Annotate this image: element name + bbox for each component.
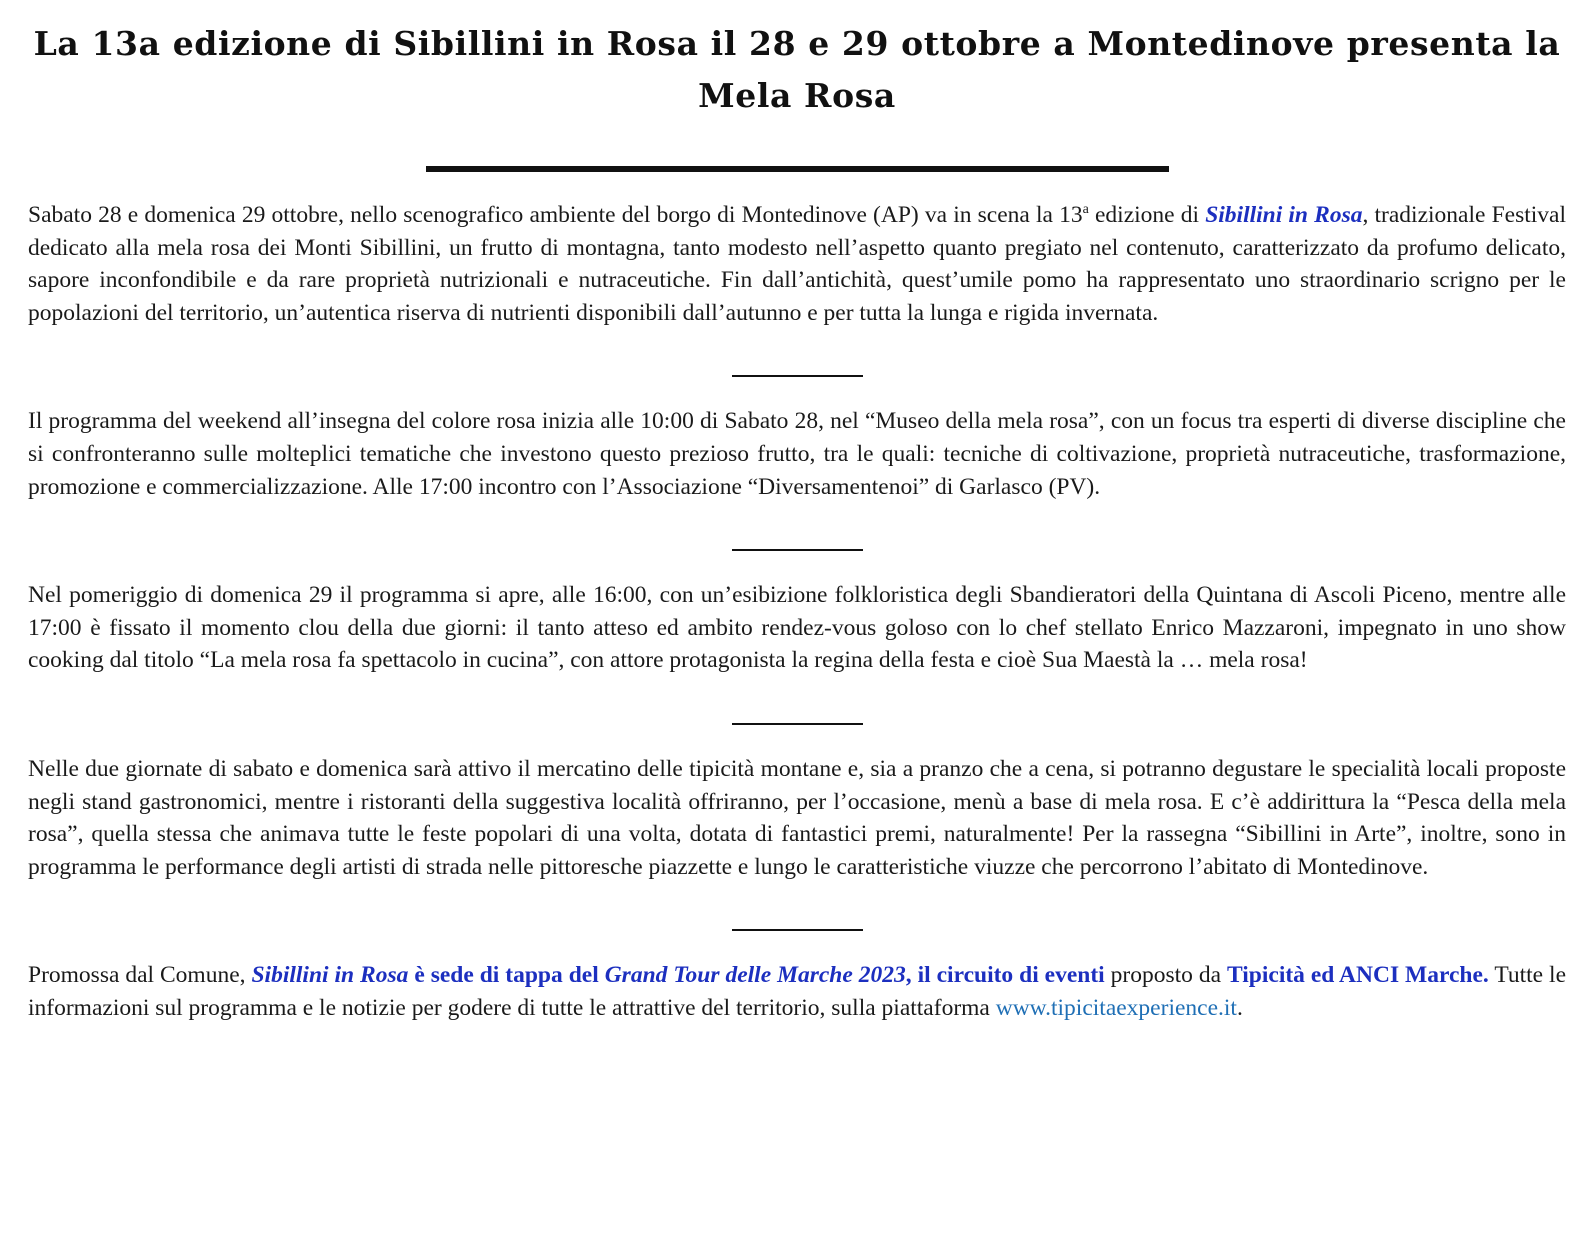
promotion-text-info: Tutte le informazioni sul programma e le notizie per godere di tutte le attrattive del territorio, sulla piattaforma bbox=[28, 962, 1567, 1021]
section-divider bbox=[732, 549, 863, 551]
ordinal-superscript: a bbox=[1082, 202, 1089, 217]
festival-name: Sibillini in Rosa bbox=[251, 962, 409, 989]
grand-tour-name: Grand Tour delle Marche 2023 bbox=[604, 962, 906, 989]
paragraph-promotion bbox=[28, 959, 1566, 1024]
circuit-text: , il circuito di eventi bbox=[905, 962, 1105, 989]
section-divider bbox=[732, 723, 863, 725]
promotion-text-start: Promossa dal Comune, bbox=[28, 962, 252, 989]
paragraph-intro bbox=[28, 199, 1566, 329]
page-title: La 13a edizione di Sibillini in Rosa il 28 e 29 ottobre a Montedinove presenta la Mela Rosa bbox=[33, 24, 1561, 115]
intro-text-start: Sabato 28 e domenica 29 ottobre, nello scenografico ambiente del borgo di Montedinove (AP) va in scena la 13 bbox=[28, 202, 1083, 228]
promotion-text-end: . bbox=[1236, 994, 1243, 1021]
title-divider bbox=[426, 166, 1169, 172]
intro-text-edition: edizione di bbox=[1088, 202, 1206, 228]
paragraph-saturday-program: Il programma del weekend all’insegna del colore rosa inizia alle 10:00 di Sabato 28, nel “Museo della mela rosa”, con un focus tra esperti di diverse discipline che si confronteranno sulle molteplici tematiche che investono questo prezioso frutto, tra le quali: tecniche di coltivazione, proprietà nutraceutiche, trasformazione, promozione e commercializzazione. Alle 17:00 incontro con l’Associazione “Diversamentenoi” di Garlasco (PV). bbox=[28, 408, 1566, 500]
organizer-name: Tipicità ed ANCI Marche. bbox=[1227, 962, 1489, 989]
section-divider bbox=[732, 375, 863, 377]
website-link[interactable]: www.tipicitaexperience.it bbox=[995, 994, 1237, 1021]
festival-name: Sibillini in Rosa bbox=[1205, 202, 1363, 228]
paragraph-sunday-program: Nel pomeriggio di domenica 29 il programma si apre, alle 16:00, con un’esibizione folkloristica degli Sbandieratori della Quintana di Ascoli Piceno, mentre alle 17:00 è fissato il momento clou della due giorni: il tanto atteso ed ambito rendez-vous goloso con lo chef stellato Enrico Mazzaroni, impegnato in uno show cooking dal titolo “La mela rosa fa spettacolo in cucina”, con attore protagonista la regina della festa e cioè Sua Maestà la … mela rosa! bbox=[28, 582, 1566, 674]
section-divider bbox=[732, 929, 863, 931]
promotion-text-proposed: proposto da bbox=[1104, 962, 1228, 989]
paragraph-market: Nelle due giornate di sabato e domenica sarà attivo il mercatino delle tipicità montane e, sia a pranzo che a cena, si potranno degustare le specialità locali proposte negli stand gastronomici, mentre i ristoranti della suggestiva località offriranno, per l’occasione, menù a base di mela rosa. E c’è addirittura la “Pesca della mela rosa”, quella stessa che animava tutte le feste popolari di una volta, dotata di fantastici premi, naturalmente! Per la rassegna “Sibillini in Arte”, inoltre, sono in programma le performance degli artisti di strada nelle pittoresche piazzette e lungo le caratteristiche viuzze che percorrono l’abitato di Montedinove. bbox=[28, 755, 1566, 880]
intro-text-rest: , tradizionale Festival dedicato alla mela rosa dei Monti Sibillini, un frutto di montagna, tanto modesto nell’aspetto quanto pregiato nel contenuto, caratterizzato da profumo delicato, sapore inconfondibile e da rare proprietà nutrizionali e nutraceutiche. Fin dall’antichità, quest’umile pomo ha rappresentato uno straordinario scrigno per le popolazioni del territorio, un’autentica riserva di nutrienti disponibili dall’autunno e per tutta la lunga e rigida invernata. bbox=[28, 202, 1566, 326]
tour-stage-text: è sede di tappa del bbox=[408, 962, 605, 989]
